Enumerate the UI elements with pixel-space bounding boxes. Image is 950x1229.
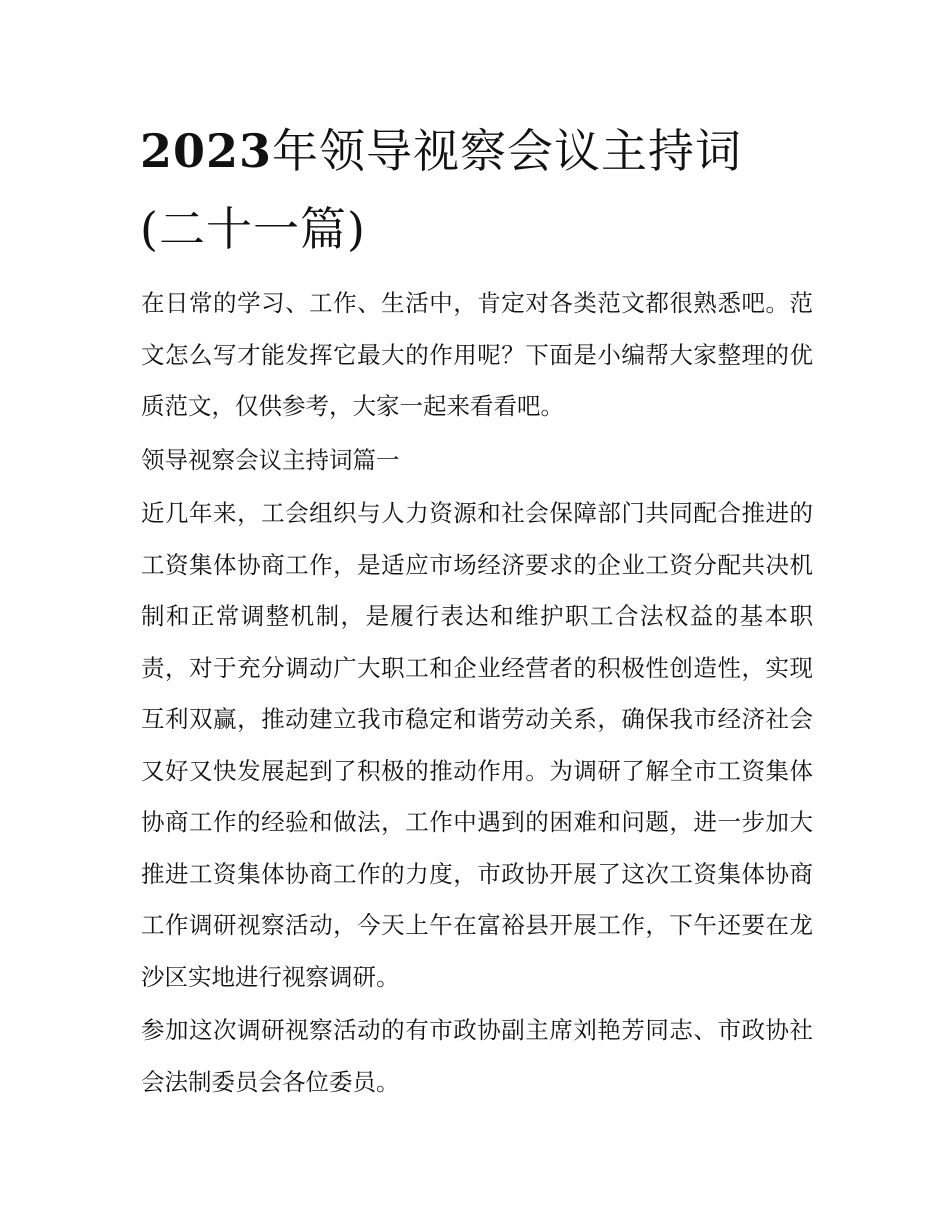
title-subtitle: (二十一篇) bbox=[140, 202, 366, 256]
section-heading: 领导视察会议主持词篇一 bbox=[141, 445, 400, 474]
title-main: 年领导视察会议主持词 bbox=[272, 124, 743, 178]
document-body bbox=[141, 278, 813, 1110]
body-paragraph: 参加这次调研视察活动的有市政协副主席刘艳芳同志、市政协社会法制委员会各位委员。 bbox=[141, 1016, 813, 1096]
intro-paragraph: 在日常的学习、工作、生活中，肯定对各类范文都很熟悉吧。范文怎么写才能发挥它最大的作用呢？下面是小编帮大家整理的优质范文，仅供参考，大家一起来看看吧。 bbox=[141, 289, 813, 420]
body-paragraph: 近几年来，工会组织与人力资源和社会保障部门共同配合推进的工资集体协商工作，是适应市场经济要求的企业工资分配共决机制和正常调整机制，是履行表达和维护职工合法权益的基本职责，对于充分调动广大职工和企业经营者的积极性创造性，实现互利双赢，推动建立我市稳定和谐劳动关系，确保我市经济社会又好又快发展起到了积极的推动作用。为调研了解全市工资集体协商工作的经验和做法，工作中遇到的困难和问题，进一步加大推进工资集体协商工作的力度，市政协开展了这次工资集体协商工作调研视察活动，今天上午在富裕县开展工作，下午还要在龙沙区实地进行视察调研。 bbox=[141, 499, 813, 991]
title-year: 2023 bbox=[140, 124, 273, 178]
document-title bbox=[140, 112, 820, 268]
